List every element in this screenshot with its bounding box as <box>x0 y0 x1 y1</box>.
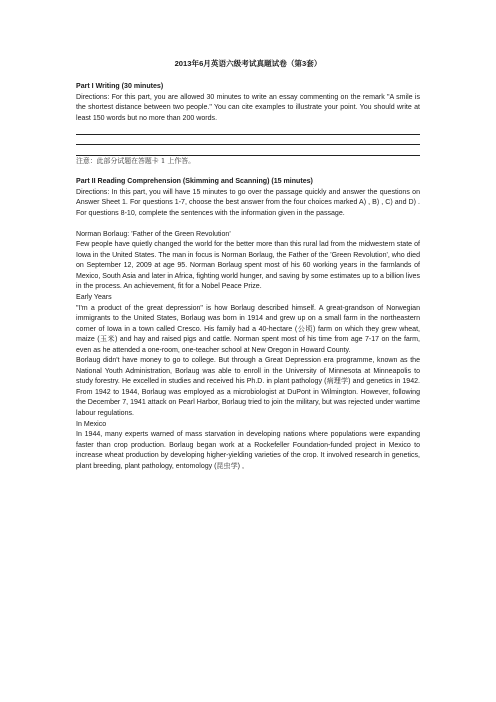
passage-title: Norman Borlaug: 'Father of the Green Revolution' <box>76 230 231 238</box>
document-page <box>76 58 420 472</box>
passage-paragraph-2: "I'm a product of the great depression" is how Borlaug described himself. A great-grandson of Norwegian immigrants to the United States, Borlaug was born in 1914 and grew up on a small farm in the northeastern corner of Iowa in a town called Cresco. His family had a 40-hectare (公顷) farm on which they grew wheat, maize (玉米) and hay and raised pigs and cattle. Norman spent most of his time from age 7-17 on the farm, even as he attended a one-room, one-teacher school at New Oregon in Howard County. <box>76 304 420 354</box>
passage-paragraph-1: Few people have quietly changed the world for the better more than this rural lad from the midwestern state of Iowa in the United States. The man in focus is Norman Borlaug, the Father of the 'Green Revolution', who died on September 12, 2009 at age 95. Norman Borlaug spent most of his 60 working years in the farmlands of Mexico, South Asia and later in Africa, fighting world hunger, and saving by some estimates up to a billion lives in the process. An achievement, fit for a Nobel Peace Prize. <box>76 241 420 291</box>
passage-paragraph-4: In 1944, many experts warned of mass starvation in developing nations where populations were expanding faster than crop production. Borlaug began work at a Rockefeller Foundation-funded project in Mexico to increase wheat production by developing higher-yielding varieties of the crop. It involved research in genetics, plant breeding, plant pathology, entomology (昆虫学) , <box>76 431 420 470</box>
document-title: 2013年6月英语六级考试真题试卷（第3套） <box>174 59 322 68</box>
writing-line-2 <box>76 135 420 146</box>
writing-line-3 <box>76 145 420 156</box>
writing-line-1 <box>76 124 420 135</box>
part2-directions: Directions: In this part, you will have 15 minutes to go over the passage quickly and answer the questions on Answer Sheet 1. For questions 1-7, choose the best answer from the four choices marked A) , B) , C) and D) . For questions 8-10, complete the sentences with the information given in the passage. <box>76 188 420 217</box>
part1-heading: Part I Writing (30 minutes) <box>76 83 164 90</box>
subheading-in-mexico: In Mexico <box>76 420 107 428</box>
passage-paragraph-3: Borlaug didn't have money to go to college. But through a Great Depression era programme, known as the National Youth Administration, Borlaug was able to enroll in the University of Minnesota at Minneapolis to study forestry. He excelled in studies and received his Ph.D. in plant pathology (病理学) and genetics in 1942. From 1942 to 1944, Borlaug was employed as a microbiologist at DuPont in Wilmington. However, following the December 7, 1941 attack on Pearl Harbor, Borlaug tried to join the military, but was rejected under wartime labour regulations. <box>76 357 420 417</box>
answer-sheet-note: 注意：此部分试题在答题卡 1 上作答。 <box>76 156 196 165</box>
part2-heading: Part II Reading Comprehension (Skimming and Scanning) (15 minutes) <box>76 178 313 186</box>
subheading-early-years: Early Years <box>76 293 112 301</box>
part1-directions: Directions: For this part, you are allowed 30 minutes to write an essay commenting on the remark "A smile is the shortest distance between two people." You can cite examples to illustrate your point. You should write at least 150 words but no more than 200 words. <box>76 93 420 122</box>
